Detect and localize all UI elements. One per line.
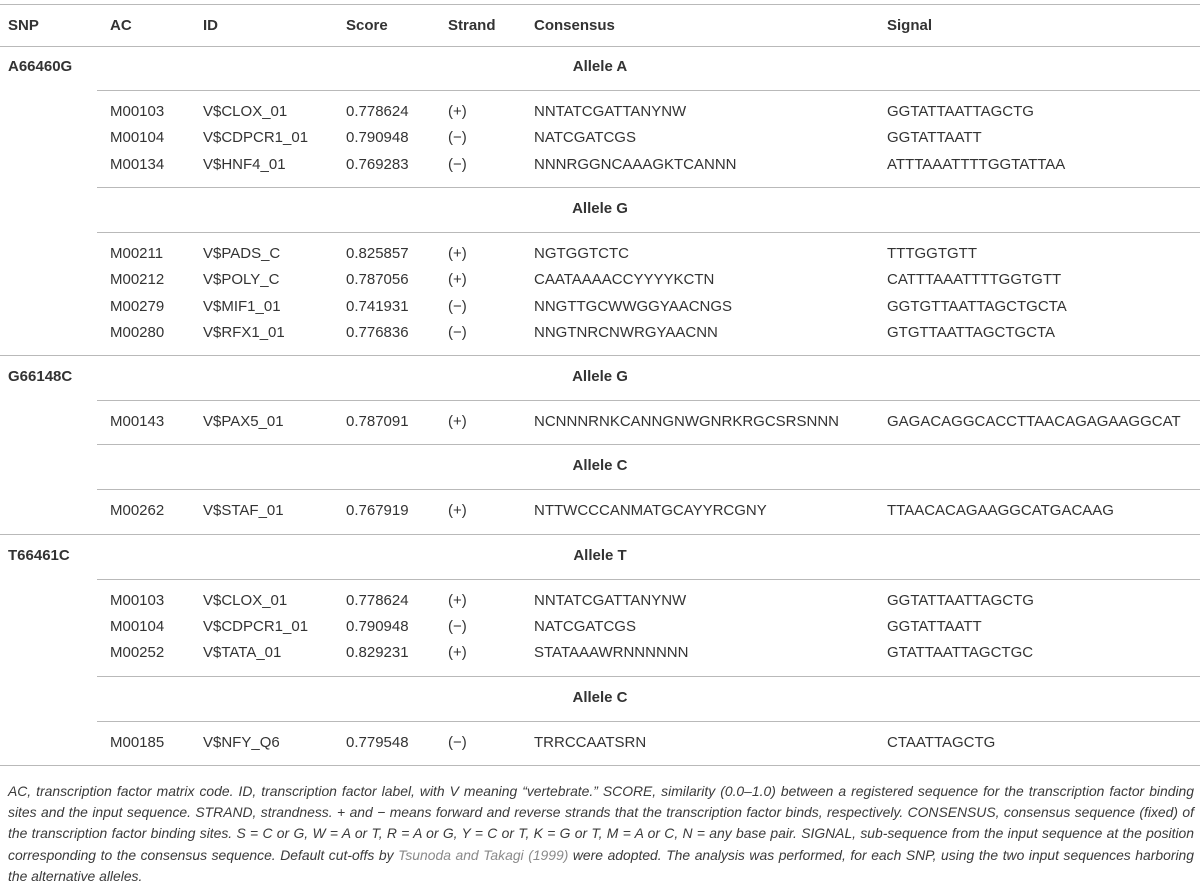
cell-consensus: NNTATCGATTANYNW — [534, 591, 687, 609]
allele-rule — [97, 721, 1200, 722]
cell-strand: (−) — [448, 297, 467, 315]
table-footnote — [8, 781, 1194, 887]
allele-rule — [97, 400, 1200, 401]
group-rule — [0, 355, 1200, 356]
cell-consensus: NNGTNRCNWRGYAACNN — [534, 323, 718, 341]
cell-signal: CTAATTAGCTG — [887, 733, 996, 751]
cell-consensus: NATCGATCGS — [534, 129, 636, 147]
cell-strand: (+) — [448, 502, 467, 520]
header-id: ID — [203, 17, 218, 34]
cell-score: 0.778624 — [346, 591, 409, 609]
allele-header: Allele C — [572, 457, 628, 475]
header-snp: SNP — [8, 17, 39, 34]
header-consensus: Consensus — [534, 17, 615, 34]
cell-id: V$CLOX_01 — [203, 103, 288, 120]
cell-consensus: TRRCCAATSRN — [534, 733, 647, 751]
header-score: Score — [346, 17, 388, 34]
cell-strand: (−) — [448, 129, 467, 147]
cell-strand: (+) — [448, 413, 467, 431]
allele-header: Allele C — [572, 688, 628, 706]
cell-score: 0.741931 — [346, 297, 409, 315]
cell-ac: M00143 — [110, 413, 165, 431]
cell-signal: GGTATTAATT — [887, 129, 982, 147]
cell-strand: (+) — [448, 591, 467, 609]
cell-strand: (+) — [448, 644, 467, 662]
cell-score: 0.829231 — [346, 644, 409, 662]
cell-ac: M00104 — [110, 129, 165, 147]
group-rule — [97, 187, 1200, 188]
cell-id: V$PAX5_01 — [203, 413, 284, 431]
cell-consensus: NNNRGGNCAAAGKTCANNN — [534, 155, 737, 173]
cell-signal: GTATTAATTAGCTGC — [887, 644, 1034, 662]
group-rule — [97, 676, 1200, 677]
group-rule — [0, 534, 1200, 535]
allele-rule — [97, 232, 1200, 233]
cell-id: V$HNF4_01 — [203, 155, 286, 173]
cell-signal: GGTGTTAATTAGCTGCTA — [887, 297, 1067, 315]
cell-id: V$STAF_01 — [203, 502, 284, 520]
cell-consensus: STATAAAWRNNNNNN — [534, 644, 689, 662]
allele-header: Allele A — [572, 58, 628, 75]
cell-signal: TTTGGTGTT — [887, 244, 977, 262]
cell-consensus: CAATAAAACCYYYYKCTN — [534, 271, 715, 289]
cell-signal: CATTTAAATTTTGGTGTT — [887, 271, 1062, 289]
cell-id: V$NFY_Q6 — [203, 733, 280, 751]
cell-score: 0.769283 — [346, 155, 409, 173]
cell-signal: GGTATTAATTAGCTG — [887, 591, 1034, 609]
cell-signal: GAGACAGGCACCTTAACAGAGAAGGCAT — [887, 413, 1181, 431]
cell-ac: M00185 — [110, 733, 165, 751]
group-rule — [0, 765, 1200, 766]
cell-id: V$RFX1_01 — [203, 323, 285, 341]
cell-ac: M00104 — [110, 618, 165, 635]
cell-ac: M00211 — [110, 244, 164, 262]
cell-signal: GGTATTAATT — [887, 618, 982, 635]
cell-ac: M00280 — [110, 323, 165, 341]
header-rule — [0, 46, 1200, 47]
cell-ac: M00134 — [110, 155, 165, 173]
cell-ac: M00103 — [110, 103, 165, 120]
cell-score: 0.790948 — [346, 129, 409, 147]
cell-consensus: NGTGGTCTC — [534, 244, 629, 262]
cell-signal: ATTTAAATTTTGGTATTAA — [887, 155, 1066, 173]
cell-strand: (−) — [448, 155, 467, 173]
footnote-text-end: were adopted. The analysis was performed, for each SNP, using the two input sequences harboring the alternative alleles. — [8, 846, 1194, 884]
cell-ac: M00212 — [110, 271, 165, 289]
cell-strand: (+) — [448, 103, 467, 120]
group-rule — [97, 444, 1200, 445]
allele-rule — [97, 489, 1200, 490]
cell-score: 0.778624 — [346, 103, 409, 120]
allele-rule — [97, 90, 1200, 91]
cell-score: 0.787091 — [346, 413, 409, 431]
top-rule — [0, 4, 1200, 5]
allele-header: Allele G — [572, 368, 628, 386]
cell-id: V$CLOX_01 — [203, 591, 288, 609]
cell-id: V$TATA_01 — [203, 644, 282, 662]
header-signal: Signal — [887, 17, 933, 34]
cell-strand: (−) — [448, 618, 467, 635]
cell-score: 0.767919 — [346, 502, 409, 520]
cell-score: 0.790948 — [346, 618, 409, 635]
cell-score: 0.825857 — [346, 244, 409, 262]
cell-signal: GGTATTAATTAGCTG — [887, 103, 1034, 120]
cell-id: V$MIF1_01 — [203, 297, 281, 315]
header-ac: AC — [110, 17, 132, 34]
cell-strand: (+) — [448, 271, 467, 289]
cell-ac: M00262 — [110, 502, 165, 520]
snp-label: A66460G — [8, 58, 73, 75]
cell-id: V$CDPCR1_01 — [203, 129, 309, 147]
snp-label: T66461C — [8, 546, 70, 564]
cell-signal: TTAACACAGAAGGCATGACAAG — [887, 502, 1114, 520]
cell-score: 0.776836 — [346, 323, 409, 341]
cell-consensus: NCNNNRNKCANNGNWGNRKRGCSRSNNN — [534, 413, 840, 431]
cell-signal: GTGTTAATTAGCTGCTA — [887, 323, 1056, 341]
header-strand: Strand — [448, 17, 496, 34]
cell-strand: (−) — [448, 733, 467, 751]
cell-consensus: NNGTTGCWWGGYAACNGS — [534, 297, 733, 315]
allele-rule — [97, 579, 1200, 580]
cell-strand: (+) — [448, 244, 467, 262]
cell-id: V$PADS_C — [203, 244, 281, 262]
cell-score: 0.779548 — [346, 733, 409, 751]
cell-strand: (−) — [448, 323, 467, 341]
snp-label: G66148C — [8, 368, 73, 386]
cell-id: V$POLY_C — [203, 271, 280, 289]
cell-ac: M00252 — [110, 644, 165, 662]
cell-consensus: NNTATCGATTANYNW — [534, 103, 687, 120]
cell-ac: M00103 — [110, 591, 165, 609]
cell-score: 0.787056 — [346, 271, 409, 289]
cell-consensus: NATCGATCGS — [534, 618, 636, 635]
allele-header: Allele G — [572, 199, 628, 217]
footnote-text: AC, transcription factor matrix code. ID, transcription factor label, with V meaning “vertebrate.” SCORE, similarity (0.0–1.0) between a registered sequence for the transcription factor binding sites and the input sequence. STRAND, strandness. + and − means forward and reverse strands that the transcription factor binds, respectively. CONSENSUS, consensus sequence (fixed) of the transcription factor binding sites. S = C or G, W = A or T, R = A or G, Y = C or T, K = G or T, M = A or C, N = any base pair. SIGNAL, sub-sequence from the input sequence at the position corresponding to the consensus sequence. Default cut-offs by — [8, 783, 1194, 863]
allele-header: Allele T — [573, 546, 627, 564]
cell-ac: M00279 — [110, 297, 165, 315]
cell-consensus: NTTWCCCANMATGCAYYRCGNY — [534, 502, 767, 520]
citation-link[interactable]: Tsunoda and Takagi (1999) — [398, 846, 569, 863]
cell-id: V$CDPCR1_01 — [203, 618, 309, 635]
